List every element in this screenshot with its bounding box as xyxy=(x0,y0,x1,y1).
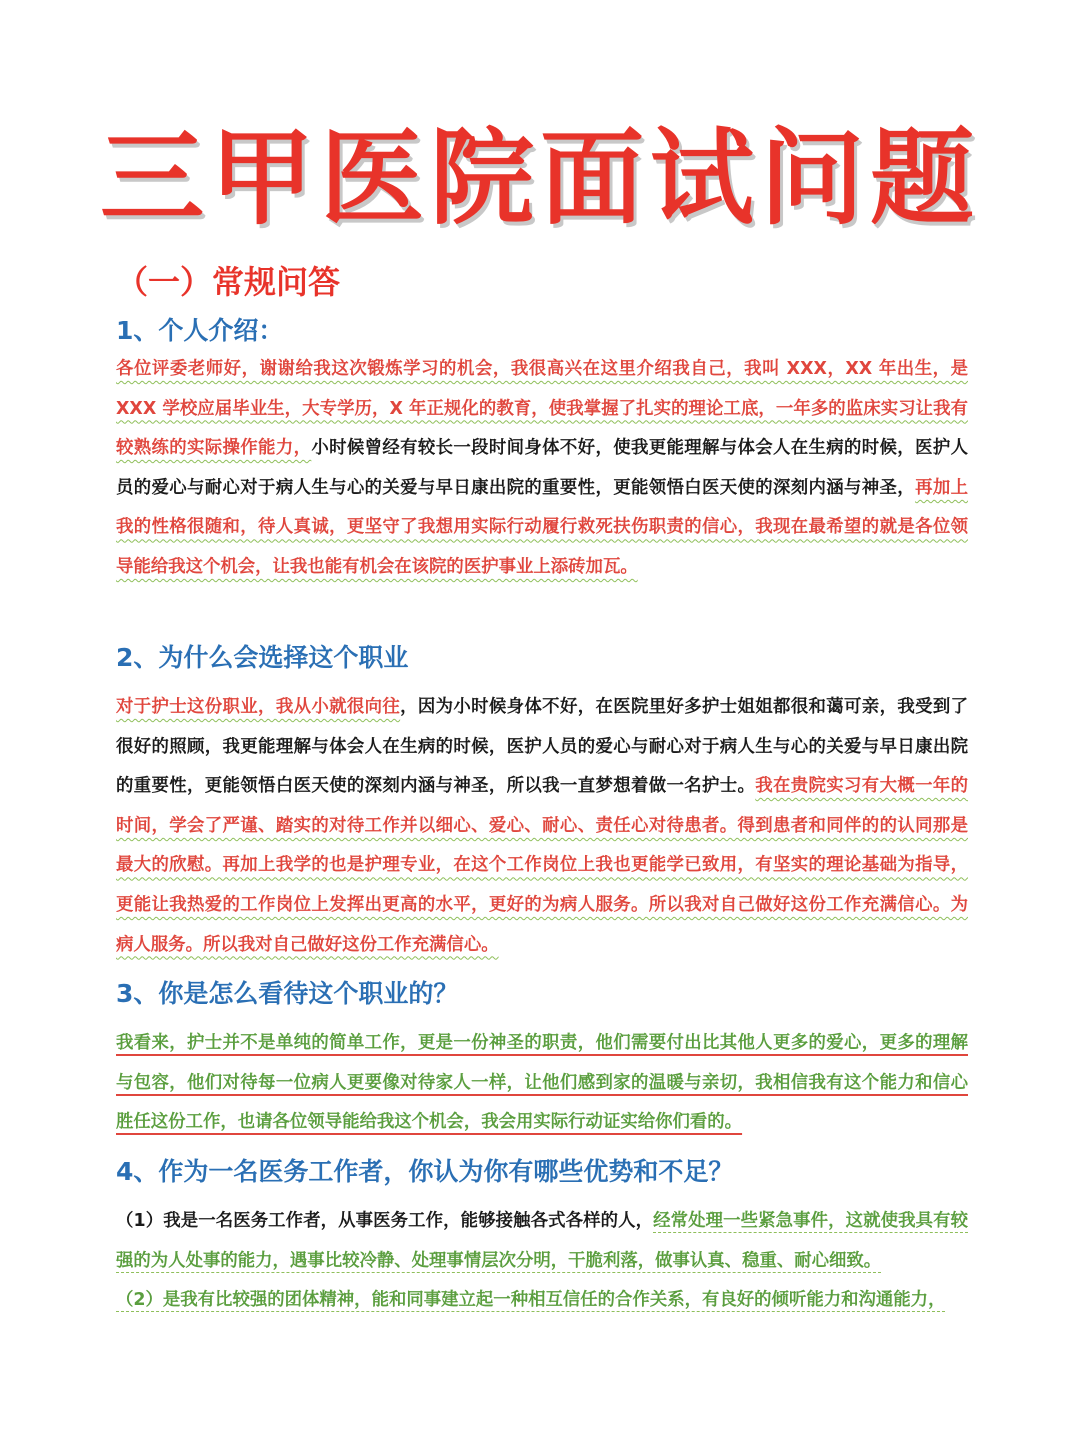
page-title: 三甲医院面试问题 xyxy=(99,117,980,239)
question-2-answer xyxy=(116,688,968,965)
answer-2-highlight-a: 对于护士这份职业，我从小就很向往 xyxy=(116,697,401,717)
question-3-answer xyxy=(116,1024,968,1143)
question-1-answer xyxy=(116,350,968,588)
question-4-heading: 4、作为一名医务工作者，你认为你有哪些优势和不足？ xyxy=(116,1157,734,1186)
question-4-answer xyxy=(116,1202,968,1321)
answer-1-highlight-b: 再加上我的性格很随和，待人真诚，更坚守了我想用实际行动履行救死扶伤职责的信心，我现在最希望的就是各位领导能给我这个机会，让我也能有机会在该院的医护事业上添砖加瓦。 xyxy=(116,477,968,577)
answer-1-highlight-a: 各位评委老师好，谢谢给我这次锻炼学习的机会，我很高兴在这里介绍我自己，我叫 XXX，XX 年出生，是 XXX 学校应届毕业生，大专学历，X 年正规化的教育，使我掌握了扎实的理论工底，一年多的监床实习让我有较熟练的实际操作能力， xyxy=(116,359,968,459)
answer-4-plain: （1）我是一名医务工作者，从事医务工作，能够接触各式各样的人， xyxy=(116,1211,654,1231)
question-1-heading: 1、个人介绍： xyxy=(116,316,284,345)
question-3-heading: 3、你是怎么看待这个职业的？ xyxy=(116,979,459,1008)
question-2-heading: 2、为什么会选择这个职业 xyxy=(116,643,409,672)
answer-2-plain: ，因为小时候身体不好，在医院里好多护士姐姐都很和蔼可亲，我受到了很好的照顾，我更能理解与体会人在生病的时候，医护人员的爱心与耐心对于病人生与心的关爱与早日康出院的重要性，更能领悟白医天使的深刻内涵与神圣，所以我一直梦想着做一名护士。 xyxy=(116,697,968,797)
section-heading: （一）常规问答 xyxy=(116,263,341,301)
answer-1-plain: 小时候曾经有较长一段时间身体不好，使我更能理解与体会人在生病的时候，医护人员的爱心与耐心对于病人生与心的关爱与早日康出院的重要性，更能领悟白医天使的深刻内涵与神圣， xyxy=(116,438,968,498)
answer-3-highlight: 我看来，护士并不是单纯的简单工作，更是一份神圣的职责，他们需要付出比其他人更多的爱心，更多的理解与包容，他们对待每一位病人更要像对待家人一样，让他们感到家的温暖与亲切，我相信我有这个能力和信心胜任这份工作，也请各位领导能给我这个机会，我会用实际行动证实给你们看的。 xyxy=(116,1033,968,1133)
answer-4-highlight-b: （2）是我有比较强的团体精神，能和同事建立起一种相互信任的合作关系，有良好的倾听能力和沟通能力， xyxy=(116,1290,946,1311)
answer-2-highlight-b: 我在贵院实习有大概一年的时间，学会了严谨、踏实的对待工作并以细心、爱心、耐心、责任心对待患者。得到患者和同伴的的认同那是最大的欣慰。再加上我学的也是护理专业，在这个工作岗位上我也更能学已致用，有坚实的理论基础为指导，更能让我热爱的工作岗位上发挥出更高的水平，更好的为病人服务。所以我对自己做好这份工作充满信心。为病人服务。所以我对自己做好这份工作充满信心。 xyxy=(116,776,968,955)
answer-4-highlight-a: 经常处理一些紧急事件，这就使我具有较强的为人处事的能力，遇事比较冷静、处理事情层次分明，干脆利落，做事认真、稳重、耐心细致。 xyxy=(116,1211,968,1271)
